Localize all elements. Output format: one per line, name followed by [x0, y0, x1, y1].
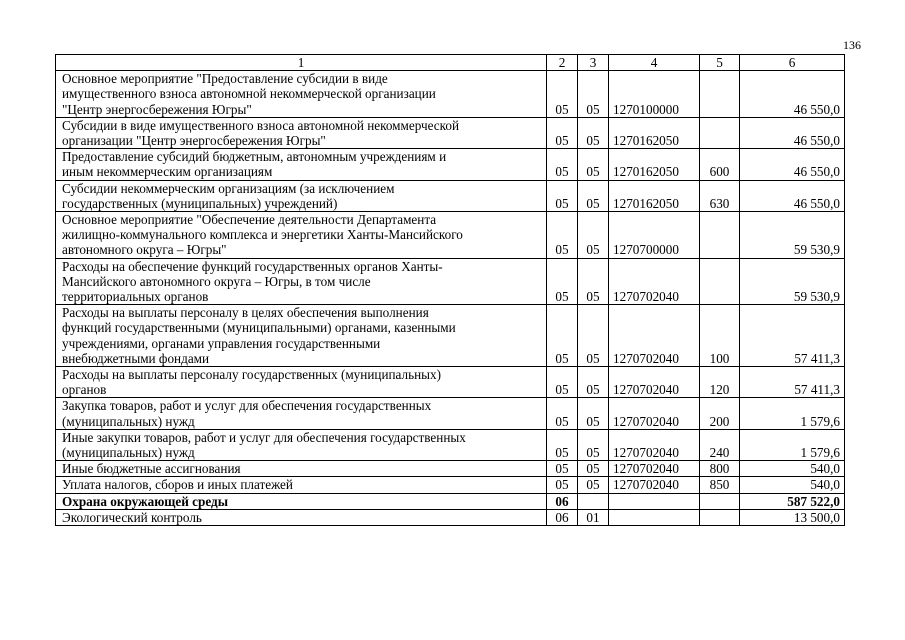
- cell-subsection: 05: [578, 149, 609, 180]
- cell-name: Основное мероприятие "Предоставление субсидии в виде имущественного взноса автономной некоммерческой организации "Центр энергосбережения Югры": [56, 71, 547, 118]
- cell-target-article: 1270162050: [609, 149, 700, 180]
- table-row: [56, 212, 845, 259]
- cell-name: Предоставление субсидий бюджетным, автономным учреждениям и иным некоммерческим организациям: [56, 149, 547, 180]
- cell-subsection: [578, 493, 609, 509]
- header-col-4: 4: [609, 55, 700, 71]
- cell-name: Основное мероприятие "Обеспечение деятельности Департамента жилищно-коммунального комплекса и энергетики Ханты-Мансийского автономного округа – Югры": [56, 212, 547, 259]
- cell-amount: 46 550,0: [740, 180, 845, 211]
- cell-target-article: 1270702040: [609, 398, 700, 429]
- cell-expense-type: 240: [700, 429, 740, 460]
- header-col-1: 1: [56, 55, 547, 71]
- cell-subsection: 05: [578, 367, 609, 398]
- cell-target-article: 1270702040: [609, 429, 700, 460]
- cell-section: 05: [547, 117, 578, 148]
- cell-amount: 57 411,3: [740, 305, 845, 367]
- table-row: [56, 117, 845, 148]
- page-number: 136: [843, 38, 861, 52]
- cell-expense-type: [700, 71, 740, 118]
- cell-section: 05: [547, 180, 578, 211]
- cell-target-article: 1270100000: [609, 71, 700, 118]
- cell-expense-type: [700, 212, 740, 259]
- header-col-2: 2: [547, 55, 578, 71]
- cell-section: 05: [547, 398, 578, 429]
- cell-target-article: 1270702040: [609, 367, 700, 398]
- cell-subsection: 01: [578, 509, 609, 525]
- cell-subsection: 05: [578, 429, 609, 460]
- cell-name: Иные закупки товаров, работ и услуг для обеспечения государственных (муниципальных) нужд: [56, 429, 547, 460]
- cell-section: 05: [547, 429, 578, 460]
- cell-expense-type: 850: [700, 477, 740, 493]
- table-row: [56, 461, 845, 477]
- cell-section: 05: [547, 477, 578, 493]
- cell-name: Уплата налогов, сборов и иных платежей: [56, 477, 547, 493]
- table-row: [56, 258, 845, 305]
- table-row: [56, 71, 845, 118]
- cell-subsection: 05: [578, 398, 609, 429]
- header-col-3: 3: [578, 55, 609, 71]
- cell-section: 06: [547, 493, 578, 509]
- cell-section: 05: [547, 367, 578, 398]
- cell-expense-type: [700, 493, 740, 509]
- cell-expense-type: 800: [700, 461, 740, 477]
- table-row: [56, 398, 845, 429]
- cell-subsection: 05: [578, 258, 609, 305]
- cell-amount: 46 550,0: [740, 71, 845, 118]
- header-col-6: 6: [740, 55, 845, 71]
- table-row: [56, 367, 845, 398]
- cell-subsection: 05: [578, 477, 609, 493]
- cell-target-article: 1270162050: [609, 180, 700, 211]
- cell-target-article: 1270702040: [609, 305, 700, 367]
- table-row: [56, 180, 845, 211]
- cell-target-article: 1270702040: [609, 461, 700, 477]
- cell-expense-type: 200: [700, 398, 740, 429]
- cell-amount: 59 530,9: [740, 212, 845, 259]
- table-row: [56, 509, 845, 525]
- cell-subsection: 05: [578, 117, 609, 148]
- cell-name: Охрана окружающей среды: [56, 493, 547, 509]
- cell-expense-type: 600: [700, 149, 740, 180]
- table-row: [56, 149, 845, 180]
- cell-target-article: 1270702040: [609, 477, 700, 493]
- cell-subsection: 05: [578, 305, 609, 367]
- cell-expense-type: [700, 509, 740, 525]
- cell-subsection: 05: [578, 212, 609, 259]
- cell-target-article: 1270700000: [609, 212, 700, 259]
- table-row: [56, 477, 845, 493]
- cell-amount: 46 550,0: [740, 149, 845, 180]
- cell-expense-type: [700, 117, 740, 148]
- cell-section: 05: [547, 305, 578, 367]
- cell-amount: 587 522,0: [740, 493, 845, 509]
- cell-target-article: [609, 509, 700, 525]
- cell-section: 05: [547, 149, 578, 180]
- cell-name: Закупка товаров, работ и услуг для обеспечения государственных (муниципальных) нужд: [56, 398, 547, 429]
- header-row: [56, 55, 845, 71]
- cell-expense-type: [700, 258, 740, 305]
- budget-table: [55, 54, 845, 526]
- cell-subsection: 05: [578, 180, 609, 211]
- table-row: [56, 429, 845, 460]
- cell-section: 05: [547, 258, 578, 305]
- cell-expense-type: 630: [700, 180, 740, 211]
- cell-section: 05: [547, 461, 578, 477]
- cell-amount: 1 579,6: [740, 429, 845, 460]
- cell-subsection: 05: [578, 71, 609, 118]
- cell-target-article: [609, 493, 700, 509]
- cell-section: 05: [547, 71, 578, 118]
- cell-amount: 1 579,6: [740, 398, 845, 429]
- cell-name: Экологический контроль: [56, 509, 547, 525]
- cell-target-article: 1270702040: [609, 258, 700, 305]
- cell-name: Расходы на обеспечение функций государственных органов Ханты- Мансийского автономного округа – Югры, в том числе территориальных органов: [56, 258, 547, 305]
- cell-amount: 540,0: [740, 461, 845, 477]
- table-row: [56, 493, 845, 509]
- cell-section: 06: [547, 509, 578, 525]
- cell-amount: 13 500,0: [740, 509, 845, 525]
- cell-amount: 59 530,9: [740, 258, 845, 305]
- cell-section: 05: [547, 212, 578, 259]
- cell-name: Субсидии некоммерческим организациям (за исключением государственных (муниципальных) учреждений): [56, 180, 547, 211]
- cell-expense-type: 120: [700, 367, 740, 398]
- cell-expense-type: 100: [700, 305, 740, 367]
- table-row: [56, 305, 845, 367]
- cell-name: Расходы на выплаты персоналу в целях обеспечения выполнения функций государственными (муниципальными) органами, казенными учреждениями, органами управления государственными внебюджетными фондами: [56, 305, 547, 367]
- cell-name: Расходы на выплаты персоналу государственных (муниципальных) органов: [56, 367, 547, 398]
- cell-subsection: 05: [578, 461, 609, 477]
- cell-amount: 540,0: [740, 477, 845, 493]
- header-col-5: 5: [700, 55, 740, 71]
- cell-amount: 57 411,3: [740, 367, 845, 398]
- cell-amount: 46 550,0: [740, 117, 845, 148]
- cell-name: Иные бюджетные ассигнования: [56, 461, 547, 477]
- cell-name: Субсидии в виде имущественного взноса автономной некоммерческой организации "Центр энергосбережения Югры": [56, 117, 547, 148]
- cell-target-article: 1270162050: [609, 117, 700, 148]
